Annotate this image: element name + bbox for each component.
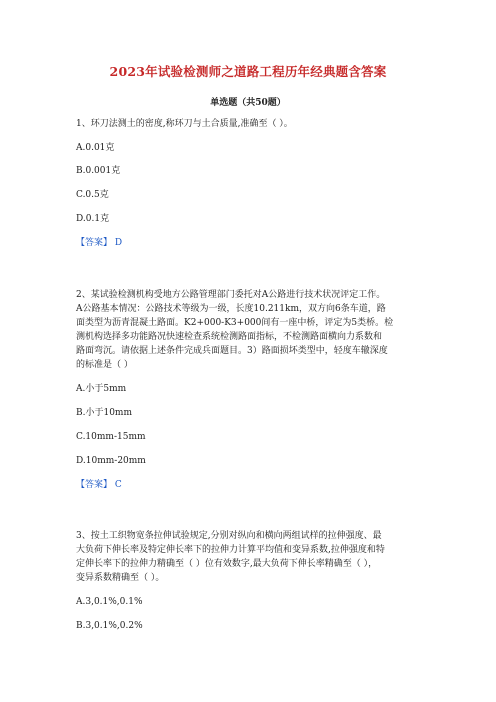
document-title: 2023年试验检测师之道路工程历年经典题含答案 [109,64,387,79]
question-1-option-b: B.0.001克 [76,166,121,176]
question-1-stem: 1、环刀法测土的密度,称环刀与土合质量,准确至（ ）。 [76,119,293,129]
question-3-stem-line: 大负荷下伸长率及特定伸长率下的拉伸力计算平均值和变异系数,拉伸强度和特 [76,545,385,555]
question-2-option-c: C.10mm-15mm [76,432,146,442]
question-2-stem-line: 的标准是（ ） [76,360,133,370]
question-1-option-a: A.0.01克 [76,143,115,153]
question-3-option-a: A.3,0.1%,0.1% [76,597,143,607]
question-2-answer: 【答案】 C [76,480,122,490]
question-2-stem-line: 面类型为沥青混凝土路面。K2+000-K3+000间有一座中桥，评定为5类桥。检 [76,318,394,328]
question-1-option-c: C.0.5克 [76,190,109,200]
question-3-stem-line: 定伸长率下的拉伸力精确至（ ）位有效数字,最大负荷下伸长率精确至（ ）， [76,559,378,569]
question-2-stem-line: 测机构选择多功能路况快速检查系统检测路面指标，不检测路面横向力系数和 [76,332,383,342]
question-2-stem-line: A公路基本情况：公路技术等级为一级，长度10.211km，双方向6条车道，路 [76,304,386,314]
question-3-stem-line: 变异系数精确至（ ）。 [76,573,165,583]
section-heading: 单选题（共50题） [210,98,286,108]
question-2-option-b: B.小于10mm [76,408,132,418]
question-1-answer: 【答案】 D [76,238,123,248]
question-1-option-d: D.0.1克 [76,214,110,224]
question-2-option-a: A.小于5mm [76,384,127,394]
question-2-stem-line: 路面弯沉。请依据上述条件完成兵面题目。3）路面损坏类型中，轻度车辙深度 [76,346,388,356]
question-2-option-d: D.10mm-20mm [76,456,146,466]
question-3-option-b: B.3,0.1%,0.2% [76,621,143,631]
question-3-stem-line: 3、按土工织物宽条拉伸试验规定,分别对纵向和横向两组试样的拉伸强度、最 [76,531,382,541]
question-2-stem-line: 2、某试验检测机构受地方公路管理部门委托对A公路进行技术状况评定工作。 [76,290,386,300]
